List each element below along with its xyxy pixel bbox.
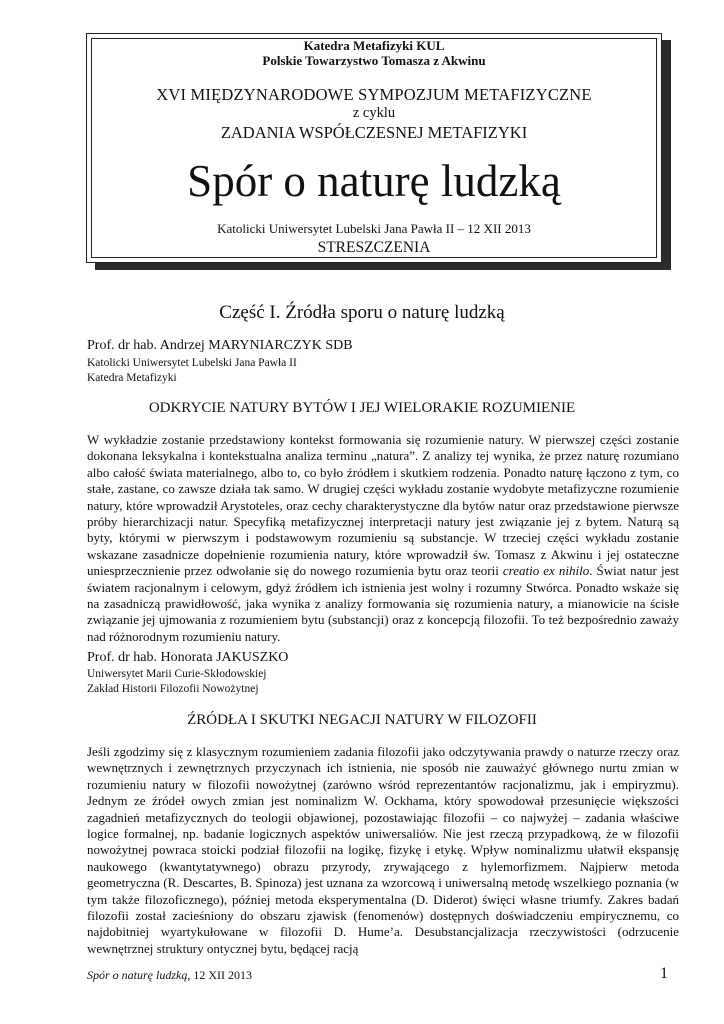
section-1-abstract [87, 432, 679, 645]
page-number: 1 [660, 965, 668, 982]
author-1-affiliation-university: Katolicki Uniwersytet Lubelski Jana Pawła II [87, 357, 297, 369]
author-2-affiliation-department: Zakład Historii Filozofii Nowożytnej [87, 683, 259, 695]
header-institution: Katedra Metafizyki KUL [303, 38, 445, 53]
header-label: STRESZCZENIA [317, 239, 431, 256]
section-1-title: ODKRYCIE NATURY BYTÓW I JEJ WIELORAKIE ROZUMIENIE [148, 400, 576, 416]
section-2-abstract [87, 744, 679, 957]
header-society: Polskie Towarzystwo Tomasza z Akwinu [262, 53, 486, 68]
section-1-text-italic: creatio ex nihilo [502, 563, 590, 579]
author-2-name: Prof. dr hab. Honorata JAKUSZKO [87, 650, 289, 665]
author-1-name: Prof. dr hab. Andrzej MARYNIARCZYK SDB [87, 338, 353, 353]
part-title: Część I. Źródła sporu o naturę ludzką [219, 302, 505, 323]
section-2-text: Jeśli zgodzimy się z klasycznym rozumieniem zadania filozofii jako odczytywania prawdy o naturze rzeczy oraz wewnętrznych i zewnętrznych przyczynach ich istnienia, nie sposób nie zauważyć głównego nurtu zmian w rozumieniu natury w filozofii nowożytnej (zarówno wśród reprezentantów racjonalizmu, jak i empiryzmu). Jednym ze źródeł owych zmian jest nominalizm W. Ockhama, który spowodował przesunięcie większości zagadnień metafizycznych do teologii objawionej, pozostawiając filozofii – co najwyżej – zadania właściwe logice formalnej, np. badanie logicznych aspektów uniwersaliów. Nie jest rzeczą przypadkową, że w filozofii nowożytnej powraca stoicki podział filozofii na logikę, fizykę i etykę. Wpływ nominalizmu ułatwił ekspansję naukowego (kwantytatywnego) obrazu przyrody, zrywającego z hylemorfizmem. Najpierw metoda geometryczna (R. Descartes, B. Spinoza) jest uznana za wzorcową i uniwersalną metodę wszelkiego poznania (w tym także filozoficznego), później metoda eksperymentalna (D. Diderot) święci własne triumfy. Zakres badań filozofii został zacieśniony do obszaru zjawisk (fenomenów) dostępnych doświadczeniu empirycznemu, co najdobitniej wyartykułowane w filozofii D. Hume’a. Desubstancjalizacja rzeczywistości (odrzucenie wewnętrznej struktury ontycznej bytu, będącej racją [87, 744, 679, 956]
header-venue: Katolicki Uniwersytet Lubelski Jana Pawła II – 12 XII 2013 [217, 221, 531, 236]
document-title: Spór o naturę ludzką [187, 156, 561, 206]
footer-title-italic: Spór o naturę ludzką [87, 968, 188, 982]
header-symposium: XVI MIĘDZYNARODOWE SYMPOZJUM METAFIZYCZNE [156, 85, 592, 104]
header-series-name: ZADANIA WSPÓŁCZESNEJ METAFIZYKI [220, 123, 528, 142]
footer-date: , 12 XII 2013 [187, 968, 253, 982]
header-series-prefix: z cyklu [352, 105, 396, 121]
footer-running-title [87, 968, 252, 983]
author-2-affiliation-university: Uniwersytet Marii Curie-Skłodowskiej [87, 668, 267, 680]
author-1-affiliation-department: Katedra Metafizyki [87, 372, 177, 384]
section-1-text-part-a: W wykładzie zostanie przedstawiony kontekst formowania się rozumienie natury. W pierwszej części zostanie dokonana leksykalna i kontekstualna analiza terminu „natura”. Z analizy tej wynika, że przez naturę rozumiano albo całość świata materialnego, albo to, co było źródłem i skutkiem rodzenia. Ponadto naturę łączono z tym, co stałe, zastane, co zawsze działa tak samo. W drugiej części wykładu zostanie wydobyte metafizyczne rozumienie natury, które wprowadził Arystoteles, oraz cechy charakterystyczne dla bytów natur oraz przedstawione pierwsze próby hierarchizacji natur. Specyfiką metafizycznej interpretacji natury jest związanie jej z bytem. Naturą są byty, którymi w pierwszym i podstawowym rozumieniu są substancje. W trzeciej części wykładu zostanie wskazane zasadnicze dopełnienie rozumienia natury, które wprowadził św. Tomasz z Akwinu i jej ostateczne uniesprzecznienie przez odwołanie się do nowego rozumienia bytu oraz teorii [87, 432, 679, 579]
section-2-title: ŹRÓDŁA I SKUTKI NEGACJI NATURY W FILOZOFII [187, 712, 537, 728]
section-1-text-part-b: . Świat natur jest światem racjonalnym i celowym, gdyż źródłem ich istnienia jest wolny i rozumny Stwórca. Ponadto wskaże się na zasadniczą prawidłowość, jaka wynika z analizy formowania się rozumienia natury, a mianowicie na ścisłe związanie jej ujmowania z rozumieniem bytu (substancji) oraz z koncepcją filozofii. To też bezpośrednio zaważy nad różnorodnym rozumieniu natury. [87, 563, 679, 644]
header-box [86, 33, 662, 263]
